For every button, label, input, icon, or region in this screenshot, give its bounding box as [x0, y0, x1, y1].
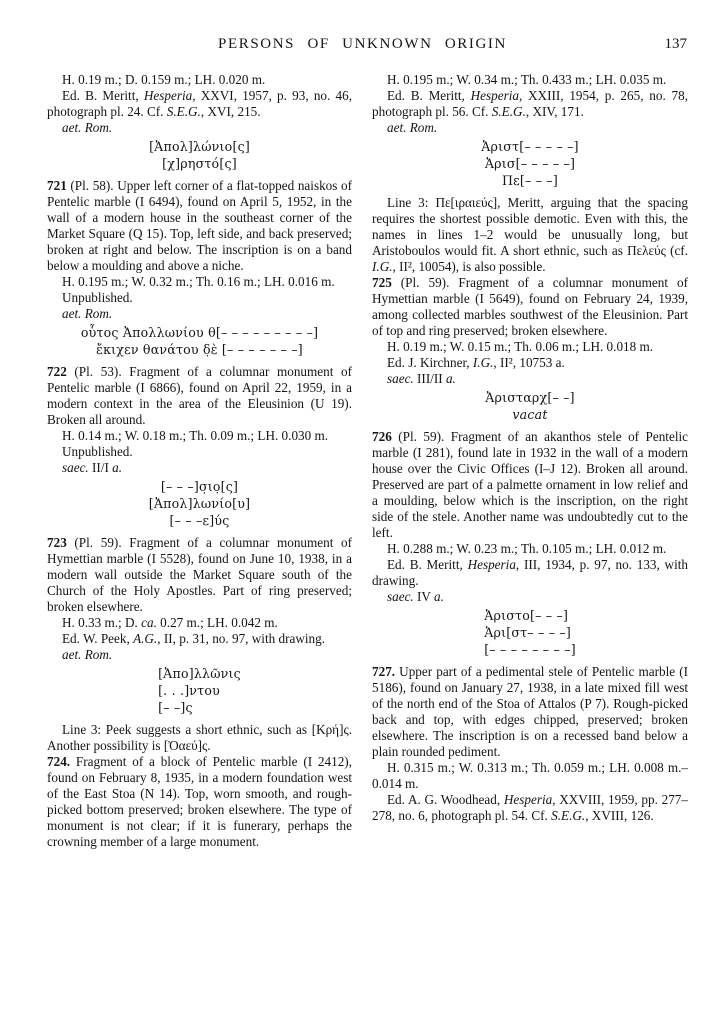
entry-paragraph: 722 (Pl. 53). Fragment of a columnar monument of Pentelic marble (I 6866), found on April 22, 1959, in a modern context in the area of the Eleusinion (U 19). Broken all around.: [47, 364, 352, 427]
inscription-text: [485, 389, 575, 423]
inscription-line: [– –]ς: [158, 700, 193, 715]
dimensions-line: H. 0.195 m.; W. 0.34 m.; Th. 0.433 m.; LH. 0.035 m.: [387, 72, 667, 87]
dimensions-line: H. 0.14 m.; W. 0.18 m.; Th. 0.09 m.; LH. 0.030 m.: [62, 428, 329, 443]
inscription-line: [– – –]σ̣ιο̣[ς]: [160, 479, 239, 494]
entry-paragraph: 725 (Pl. 59). Fragment of a columnar monument of Hymettian marble (I 5649), found on February 24, 1939, among collected marbles southwest of the Eleusinion. Part of top and ring preserved; broken elsewhere.: [372, 275, 688, 338]
inscription-block: [372, 607, 688, 658]
inscription-line: [Ἀπολ]λώνιο[ς]: [149, 139, 250, 154]
edition-line: Ed. W. Peek, A.G., II, p. 31, no. 97, with drawing.: [62, 631, 326, 646]
inscription-line: ἔκιχεν θανάτου δ̣ὲ [– – – – – – –]: [96, 342, 303, 357]
inscription-line: Ἀρισταρχ[– –]: [485, 390, 575, 405]
inscription-block: [372, 138, 688, 189]
inscription-text: [481, 138, 579, 189]
date-line: aet. Rom.: [62, 306, 113, 321]
dimensions-line: H. 0.19 m.; W. 0.15 m.; Th. 0.06 m.; LH. 0.018 m.: [387, 339, 654, 354]
dimensions-line: H. 0.315 m.; W. 0.313 m.; Th. 0.059 m.; LH. 0.008 m.–0.014 m.: [372, 760, 688, 791]
entry-paragraph: 723 (Pl. 59). Fragment of a columnar monument of Hymettian marble (I 5528), found on June 10, 1938, in a modern wall outside the Market Square south of the Church of the Holy Apostles. Part of ring preserved; broken elsewhere.: [47, 535, 352, 614]
inscription-line: [Ἀπο]λλῶνις: [158, 666, 241, 681]
edition-line: Ed. A. G. Woodhead, Hesperia, XXVIII, 1959, pp. 277–278, no. 6, photograph pl. 54. Cf. S.E.G., XVIII, 126.: [372, 792, 688, 823]
date-line: saec. IV a.: [387, 589, 444, 604]
edition-line: Ed. B. Meritt, Hesperia, XXVI, 1957, p. 93, no. 46, photograph pl. 24. Cf. S.E.G., XVI, 215.: [47, 88, 352, 119]
date-line: aet. Rom.: [62, 120, 113, 135]
column-left: [47, 72, 352, 850]
date-line: saec. II/I a.: [62, 460, 123, 475]
inscription-line: Ἀρι[στ– – – –]: [484, 625, 572, 640]
inscription-block: [47, 665, 352, 716]
edition-line: Ed. B. Meritt, Hesperia, III, 1934, p. 97, no. 133, with drawing.: [372, 557, 688, 588]
status-line: Unpublished.: [62, 444, 133, 459]
dimensions-line: H. 0.288 m.; W. 0.23 m.; Th. 0.105 m.; LH. 0.012 m.: [387, 541, 667, 556]
inscription-block: [47, 324, 352, 358]
status-line: Unpublished.: [62, 290, 133, 305]
inscription-text: [484, 607, 576, 658]
inscription-text: [149, 478, 250, 529]
inscription-line: [χ]ρηστό[ς]: [162, 156, 237, 171]
entry-paragraph: 727. Upper part of a pedimental stele of Pentelic marble (I 5186), found on January 27, 1938, in a late mixed fill west of the north end of the Stoa of Attalos (P 7). Rough-picked back and top, with edges chipped, preserved; broken elsewhere. The inscription is on a recessed band below a plain rounded pediment.: [372, 664, 688, 759]
entry-paragraph: 724. Fragment of a block of Pentelic marble (I 2412), found on February 8, 1935, in a modern foundation west of the East Stoa (N 14). Top, worn smooth, and rough-picked bottom preserved; broken elsewhere. The type of monument is not clear; if it is funerary, perhaps the crowning member of a large monument.: [47, 754, 352, 849]
date-line: saec. III/II a.: [387, 371, 456, 386]
inscription-line: Πε[– – –]: [501, 173, 559, 188]
edition-line: Ed. J. Kirchner, I.G., II², 10753 a.: [387, 355, 565, 370]
page-number: 137: [664, 36, 687, 52]
text-columns: [47, 72, 688, 850]
note-paragraph: Line 3: Peek suggests a short ethnic, such as [Κρή]ς. Another possibility is [Ὀαεύ]ς.: [47, 722, 352, 753]
inscription-block: [47, 138, 352, 172]
entry-paragraph: 726 (Pl. 59). Fragment of an akanthos stele of Pentelic marble (I 281), found late in 1932 in the wall of a modern house over the Civic Offices (I–J 12). Broken all around. Preserved are part of a palmette ornament in low relief and a moulding, below which is the inscription, on the right side of the stele. Another name was undoubtedly cut to the left.: [372, 429, 688, 540]
date-line: aet. Rom.: [387, 120, 438, 135]
edition-line: Ed. B. Meritt, Hesperia, XXIII, 1954, p. 265, no. 78, photograph pl. 56. Cf. S.E.G., XIV, 171.: [372, 88, 688, 119]
inscription-line: [. . .]ντου: [158, 683, 220, 698]
dimensions-line: H. 0.19 m.; D. 0.159 m.; LH. 0.020 m.: [62, 72, 266, 87]
inscription-block: [47, 478, 352, 529]
inscription-text: [81, 324, 318, 358]
column-right: [372, 72, 688, 850]
inscription-line: οὗτος Ἀπολλωνίου θ[– – – – – – – – –]: [80, 325, 319, 340]
inscription-text: [149, 138, 250, 172]
dimensions-line: H. 0.195 m.; W. 0.32 m.; Th. 0.16 m.; LH. 0.016 m.: [62, 274, 335, 289]
inscription-line: Ἀριστ[– – – – –]: [481, 139, 579, 154]
dimensions-line: H. 0.33 m.; D. ca. 0.27 m.; LH. 0.042 m.: [62, 615, 278, 630]
inscription-line: vacat: [512, 407, 548, 422]
inscription-line: [– – –ε]ύς: [169, 513, 230, 528]
running-head: PERSONS OF UNKNOWN ORIGIN: [218, 36, 507, 52]
inscription-block: [372, 389, 688, 423]
date-line: aet. Rom.: [62, 647, 113, 662]
entry-paragraph: 721 (Pl. 58). Upper left corner of a flat-topped naiskos of Pentelic marble (I 6494), found on April 5, 1952, in the wall of a modern house in the southeast corner of the Market Square (Q 15). Top, left side, and back preserved; broken at right and below. The inscription is on a band below a moulding and above a niche.: [47, 178, 352, 273]
inscription-line: Ἀρισ[– – – – –]: [484, 156, 576, 171]
inscription-line: [Ἀπολ]λωνίο[υ]: [148, 496, 251, 511]
inscription-line: [– – – – – – – –]: [484, 642, 576, 657]
inscription-line: Ἀριστο[– – –]: [484, 608, 569, 623]
note-paragraph: Line 3: Πε[ιραιεύς], Meritt, arguing that the spacing requires the shortest possible demotic. Even with this, the names in lines 1–2 would be unusually long, but Aristoboulos would fit. A short ethnic, such as Πελεύς (cf. I.G., II², 10054), is also possible.: [372, 195, 688, 274]
inscription-text: [158, 665, 241, 716]
